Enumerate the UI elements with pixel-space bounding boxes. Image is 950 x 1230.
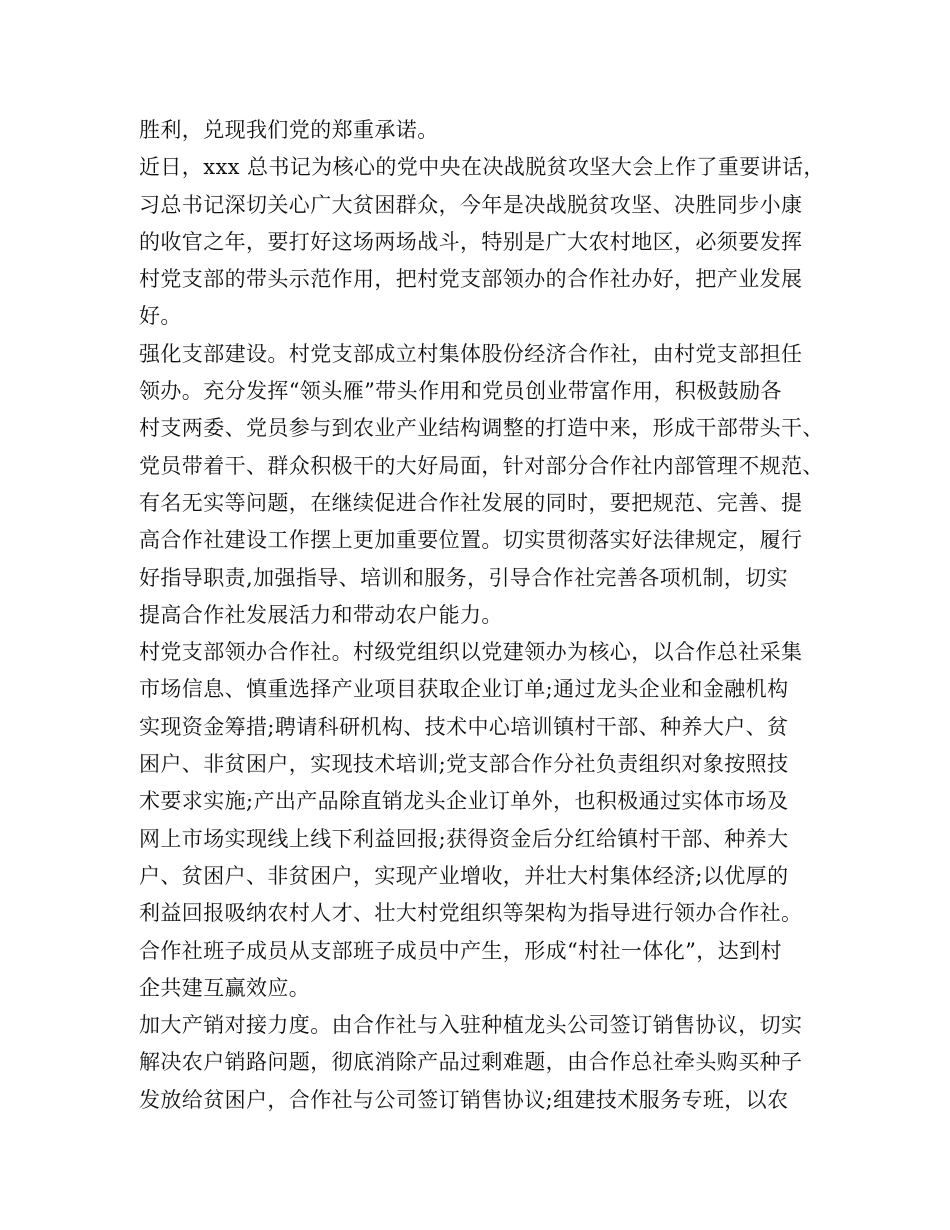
text-line: 村支两委、党员参与到农业产业结构调整的打造中来，形成干部带头干、 — [139, 416, 824, 441]
text-line: 市场信息、慎重选择产业项目获取企业订单;通过龙头企业和金融机构 — [139, 677, 789, 702]
document-body — [139, 112, 829, 1119]
text-line: 高合作社建设工作摆上更加重要位置。切实贯彻落实好法律规定，履行 — [139, 528, 803, 553]
text-line: 的收官之年，要打好这场两场战斗，特别是广大农村地区，必须要发挥 — [139, 229, 803, 254]
text-line: 网上市场实现线上线下利益回报;获得资金后分红给镇村干部、种养大 — [139, 826, 789, 851]
text-line: 术要求实施;产出产品除直销龙头企业订单外，也积极通过实体市场及 — [139, 789, 789, 814]
text-line: 好。 — [139, 304, 182, 329]
text-line: 村党支部领办合作社。村级党组织以党建领办为核心，以合作总社采集 — [139, 640, 803, 665]
text-line: 习总书记深切关心广大贫困群众，今年是决战脱贫攻坚、决胜同步小康 — [139, 192, 803, 217]
text-line: 好指导职责,加强指导、培训和服务，引导合作社完善各项机制，切实 — [139, 565, 789, 590]
text-line: 近日，xxx 总书记为核心的党中央在决战脱贫攻坚大会上作了重要讲话， — [139, 155, 825, 180]
text-line: 有名无实等问题，在继续促进合作社发展的同时，要把规范、完善、提 — [139, 490, 803, 515]
text-line: 强化支部建设。村党支部成立村集体股份经济合作社，由村党支部担任 — [139, 341, 803, 366]
text-line: 胜利，兑现我们党的郑重承诺。 — [139, 118, 439, 142]
text-line: 村党支部的带头示范作用，把村党支部领办的合作社办好，把产业发展 — [139, 267, 803, 292]
text-line: 实现资金筹措;聘请科研机构、技术中心培训镇村干部、种养大户、贫 — [139, 714, 789, 739]
text-line: 党员带着干、群众积极干的大好局面，针对部分合作社内部管理不规范、 — [139, 453, 824, 478]
text-line: 发放给贫困户，合作社与公司签订销售协议;组建技术服务专班，以农 — [139, 1087, 789, 1112]
text-line: 户、贫困户、非贫困户，实现产业增收，并壮大村集体经济;以优厚的 — [139, 863, 789, 888]
text-line: 利益回报吸纳农村人才、壮大村党组织等架构为指导进行领办合作社。 — [139, 901, 803, 926]
text-line: 合作社班子成员从支部班子成员中产生，形成“村社一体化”，达到村 — [139, 938, 782, 963]
text-line: 困户、非贫困户，实现技术培训;党支部合作分社负责组织对象按照技 — [139, 752, 789, 777]
text-line: 解决农户销路问题，彻底消除产品过剩难题，由合作总社牵头购买种子 — [139, 1050, 803, 1075]
text-line: 提高合作社发展活力和带动农户能力。 — [139, 602, 503, 627]
text-line: 企共建互赢效应。 — [139, 975, 311, 1000]
text-line: 领办。充分发挥“领头雁”带头作用和党员创业带富作用，积极鼓励各 — [139, 379, 782, 404]
text-line: 加大产销对接力度。由合作社与入驻种植龙头公司签订销售协议，切实 — [139, 1013, 803, 1038]
